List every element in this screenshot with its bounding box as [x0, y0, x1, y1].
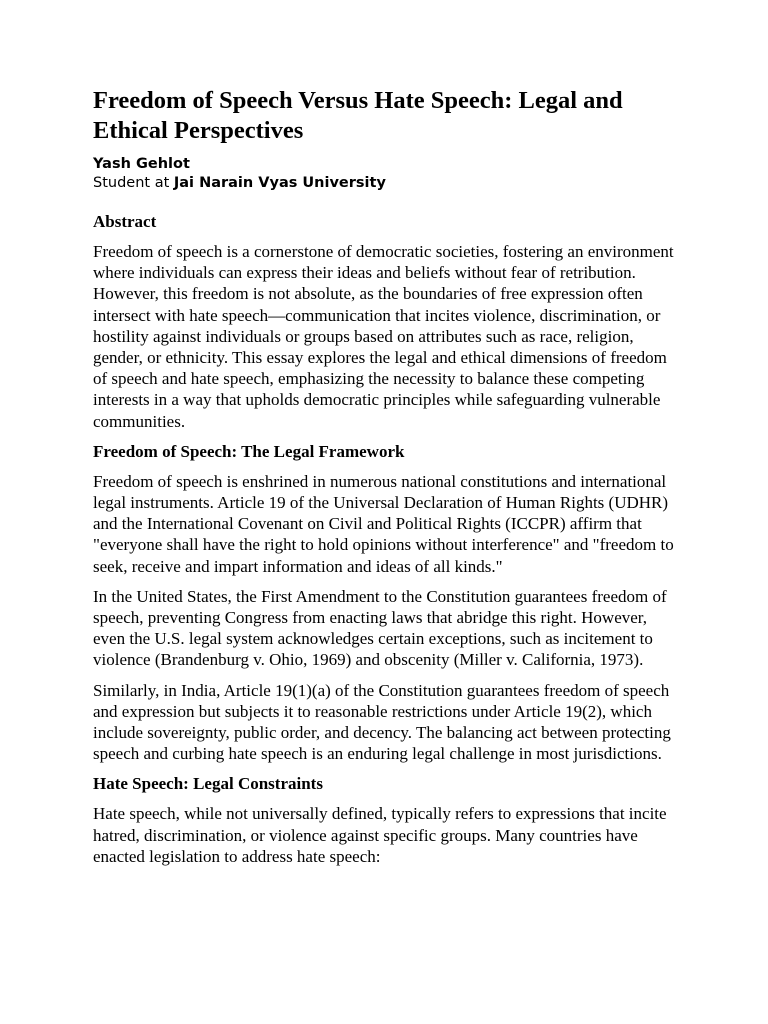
affiliation-prefix: Student at: [93, 175, 174, 191]
section-heading-legal-framework: Freedom of Speech: The Legal Framework: [93, 441, 405, 461]
document-page: [93, 86, 683, 876]
document-title: Freedom of Speech Versus Hate Speech: Legal and Ethical Perspectives: [93, 87, 623, 144]
hate-speech-paragraph-1: Hate speech, while not universally defined, typically refers to expressions that incite hatred, discrimination, or violence against specific groups. Many countries have enacted legislation to address hate speech:: [93, 804, 667, 866]
affiliation-org: Jai Narain Vyas University: [173, 175, 386, 191]
legal-framework-paragraph-3: Similarly, in India, Article 19(1)(a) of the Constitution guarantees freedom of speech and expression but subjects it to reasonable restrictions under Article 19(2), which include sovereignty, public order, and decency. The balancing act between protecting speech and curbing hate speech is an enduring legal challenge in most jurisdictions.: [93, 680, 671, 764]
section-heading-hate-speech: Hate Speech: Legal Constraints: [93, 774, 323, 794]
abstract-paragraph: Freedom of speech is a cornerstone of democratic societies, fostering an environment where individuals can express their ideas and beliefs without fear of retribution. However, this freedom is not absolute, as the boundaries of free expression often intersect with hate speech—communication that incites violence, discrimination, or hostility against individuals or groups based on attributes such as race, religion, gender, or ethnicity. This essay explores the legal and ethical dimensions of freedom of speech and hate speech, emphasizing the necessity to balance these competing interests in a way that upholds democratic principles while safeguarding vulnerable communities.: [93, 242, 674, 431]
legal-framework-paragraph-1: Freedom of speech is enshrined in numerous national constitutions and international legal instruments. Article 19 of the Universal Declaration of Human Rights (UDHR) and the International Covenant on Civil and Political Rights (ICCPR) affirm that "everyone shall have the right to hold opinions without interference" and "freedom to seek, receive and impart information and ideas of all kinds.": [93, 471, 674, 576]
author-name: Yash Gehlot: [93, 156, 190, 172]
section-heading-abstract: Abstract: [93, 212, 157, 231]
legal-framework-paragraph-2: In the United States, the First Amendment to the Constitution guarantees freedom of speech, preventing Congress from enacting laws that abridge this right. However, even the U.S. legal system acknowledges certain exceptions, such as incitement to violence (Brandenburg v. Ohio, 1969) and obscenity (Miller v. California, 1973).: [93, 586, 667, 670]
author-affiliation: [93, 174, 683, 193]
